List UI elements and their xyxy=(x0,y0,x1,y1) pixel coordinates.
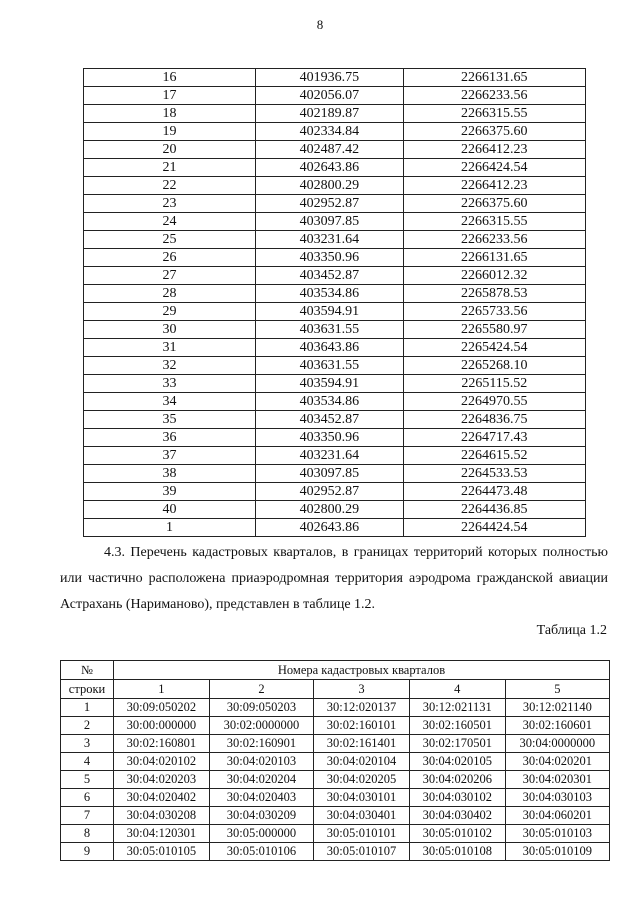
coord-x-cell: 402056.07 xyxy=(256,87,404,105)
coord-x-cell: 403350.96 xyxy=(256,249,404,267)
table-row xyxy=(84,447,586,465)
coord-y-cell: 2264615.52 xyxy=(403,447,585,465)
coord-x-cell: 402189.87 xyxy=(256,105,404,123)
point-number-cell: 40 xyxy=(84,501,256,519)
table-row xyxy=(84,141,586,159)
row-number-cell: 1 xyxy=(61,699,114,717)
point-number-cell: 16 xyxy=(84,69,256,87)
cadastral-number-cell: 30:02:161401 xyxy=(314,735,410,753)
cadastral-number-cell: 30:04:030209 xyxy=(209,807,313,825)
table-row xyxy=(84,105,586,123)
table-row xyxy=(61,735,610,753)
coord-x-cell: 403534.86 xyxy=(256,393,404,411)
row-number-cell: 7 xyxy=(61,807,114,825)
cadastral-number-cell: 30:12:021140 xyxy=(505,699,609,717)
cadastral-number-cell: 30:04:020203 xyxy=(114,771,210,789)
point-number-cell: 1 xyxy=(84,519,256,537)
coord-y-cell: 2265115.52 xyxy=(403,375,585,393)
coord-x-cell: 402334.84 xyxy=(256,123,404,141)
table-row xyxy=(84,159,586,177)
table-row xyxy=(61,789,610,807)
coord-y-cell: 2264473.48 xyxy=(403,483,585,501)
table-row xyxy=(84,303,586,321)
table-row xyxy=(84,285,586,303)
cadastral-number-cell: 30:02:160801 xyxy=(114,735,210,753)
point-number-cell: 21 xyxy=(84,159,256,177)
table-row xyxy=(61,825,610,843)
point-number-cell: 31 xyxy=(84,339,256,357)
column-number-header: 5 xyxy=(505,680,609,699)
coord-y-cell: 2266131.65 xyxy=(403,69,585,87)
coord-x-cell: 403350.96 xyxy=(256,429,404,447)
cadastral-number-cell: 30:12:020137 xyxy=(314,699,410,717)
cadastral-number-cell: 30:09:050202 xyxy=(114,699,210,717)
cadastral-number-cell: 30:04:020206 xyxy=(409,771,505,789)
cadastral-number-cell: 30:04:020204 xyxy=(209,771,313,789)
coord-y-cell: 2266412.23 xyxy=(403,141,585,159)
cadastral-number-cell: 30:04:020201 xyxy=(505,753,609,771)
cadastral-number-cell: 30:04:120301 xyxy=(114,825,210,843)
coord-x-cell: 402643.86 xyxy=(256,519,404,537)
table-row xyxy=(84,357,586,375)
point-number-cell: 17 xyxy=(84,87,256,105)
row-number-cell: 5 xyxy=(61,771,114,789)
coord-y-cell: 2264424.54 xyxy=(403,519,585,537)
coord-x-cell: 402643.86 xyxy=(256,159,404,177)
cadastral-number-cell: 30:04:030102 xyxy=(409,789,505,807)
cadastral-number-cell: 30:04:020205 xyxy=(314,771,410,789)
cadastral-number-cell: 30:12:021131 xyxy=(409,699,505,717)
row-number-cell: 4 xyxy=(61,753,114,771)
page-number: 8 xyxy=(316,17,324,32)
coord-x-cell: 403452.87 xyxy=(256,411,404,429)
coord-x-cell: 403631.55 xyxy=(256,321,404,339)
cadastral-number-cell: 30:05:010103 xyxy=(505,825,609,843)
coord-x-cell: 402952.87 xyxy=(256,483,404,501)
coord-x-cell: 403534.86 xyxy=(256,285,404,303)
cadastral-number-cell: 30:02:160101 xyxy=(314,717,410,735)
row-number-cell: 3 xyxy=(61,735,114,753)
point-number-cell: 18 xyxy=(84,105,256,123)
table-row xyxy=(84,249,586,267)
cadastral-number-cell: 30:04:060201 xyxy=(505,807,609,825)
table-row xyxy=(61,807,610,825)
cadastral-number-cell: 30:05:010102 xyxy=(409,825,505,843)
table-row xyxy=(84,177,586,195)
table-row xyxy=(61,843,610,861)
point-number-cell: 20 xyxy=(84,141,256,159)
point-number-cell: 38 xyxy=(84,465,256,483)
coord-y-cell: 2266315.55 xyxy=(403,105,585,123)
cadastral-number-cell: 30:05:010105 xyxy=(114,843,210,861)
table-row xyxy=(61,771,610,789)
coord-x-cell: 403594.91 xyxy=(256,303,404,321)
cadastral-number-cell: 30:02:160501 xyxy=(409,717,505,735)
header-group: Номера кадастровых кварталов xyxy=(114,661,610,680)
point-number-cell: 19 xyxy=(84,123,256,141)
cadastral-number-cell: 30:05:000000 xyxy=(209,825,313,843)
coord-y-cell: 2265268.10 xyxy=(403,357,585,375)
point-number-cell: 27 xyxy=(84,267,256,285)
coord-y-cell: 2266233.56 xyxy=(403,231,585,249)
coord-x-cell: 403097.85 xyxy=(256,465,404,483)
table-row xyxy=(61,717,610,735)
cadastral-number-cell: 30:04:020102 xyxy=(114,753,210,771)
cadastral-number-cell: 30:05:010107 xyxy=(314,843,410,861)
point-number-cell: 29 xyxy=(84,303,256,321)
column-number-header: 4 xyxy=(409,680,505,699)
table-row xyxy=(84,267,586,285)
table-row xyxy=(84,321,586,339)
table-row xyxy=(84,87,586,105)
point-number-cell: 32 xyxy=(84,357,256,375)
coord-x-cell: 403643.86 xyxy=(256,339,404,357)
point-number-cell: 26 xyxy=(84,249,256,267)
point-number-cell: 24 xyxy=(84,213,256,231)
table-row xyxy=(84,393,586,411)
coord-x-cell: 401936.75 xyxy=(256,69,404,87)
table-row xyxy=(84,483,586,501)
point-number-cell: 33 xyxy=(84,375,256,393)
point-number-cell: 35 xyxy=(84,411,256,429)
cadastral-number-cell: 30:05:010101 xyxy=(314,825,410,843)
point-number-cell: 30 xyxy=(84,321,256,339)
coord-y-cell: 2266375.60 xyxy=(403,123,585,141)
header-row-number: № xyxy=(61,661,114,680)
point-number-cell: 28 xyxy=(84,285,256,303)
table-row xyxy=(61,753,610,771)
cadastral-number-cell: 30:04:020104 xyxy=(314,753,410,771)
cadastral-number-cell: 30:04:020105 xyxy=(409,753,505,771)
coord-x-cell: 403231.64 xyxy=(256,447,404,465)
cadastral-number-cell: 30:02:0000000 xyxy=(209,717,313,735)
cadastral-number-cell: 30:05:010106 xyxy=(209,843,313,861)
table-row xyxy=(84,213,586,231)
coord-y-cell: 2266375.60 xyxy=(403,195,585,213)
coord-y-cell: 2266233.56 xyxy=(403,87,585,105)
column-number-header: 3 xyxy=(314,680,410,699)
coord-y-cell: 2265424.54 xyxy=(403,339,585,357)
coord-x-cell: 403452.87 xyxy=(256,267,404,285)
table-row xyxy=(84,339,586,357)
table-row xyxy=(84,411,586,429)
table-row xyxy=(84,501,586,519)
cadastral-number-cell: 30:04:030103 xyxy=(505,789,609,807)
point-number-cell: 36 xyxy=(84,429,256,447)
cadastral-number-cell: 30:04:030101 xyxy=(314,789,410,807)
coord-y-cell: 2266315.55 xyxy=(403,213,585,231)
coord-x-cell: 403631.55 xyxy=(256,357,404,375)
column-number-header: 1 xyxy=(114,680,210,699)
table-row xyxy=(84,195,586,213)
table-caption: Таблица 1.2 xyxy=(536,623,607,638)
coord-y-cell: 2266012.32 xyxy=(403,267,585,285)
paragraph-4-3: 4.3. Перечень кадастровых кварталов, в границах территорий которых полностью или частично расположена приаэродромная территория аэродрома гражданской авиации Астрахань (Нариманово), представлен в таблице 1.2. xyxy=(60,545,608,612)
cadastral-number-cell: 30:04:020103 xyxy=(209,753,313,771)
table-row xyxy=(84,123,586,141)
point-number-cell: 25 xyxy=(84,231,256,249)
table-row xyxy=(84,429,586,447)
coord-x-cell: 403097.85 xyxy=(256,213,404,231)
coord-x-cell: 402487.42 xyxy=(256,141,404,159)
coord-x-cell: 402952.87 xyxy=(256,195,404,213)
coord-y-cell: 2265733.56 xyxy=(403,303,585,321)
cadastral-number-cell: 30:05:010109 xyxy=(505,843,609,861)
table-row xyxy=(84,231,586,249)
cadastral-number-cell: 30:02:160601 xyxy=(505,717,609,735)
table-row xyxy=(84,465,586,483)
coord-x-cell: 402800.29 xyxy=(256,501,404,519)
table-row xyxy=(84,375,586,393)
coord-y-cell: 2264836.75 xyxy=(403,411,585,429)
coord-y-cell: 2265580.97 xyxy=(403,321,585,339)
cadastral-number-cell: 30:04:020402 xyxy=(114,789,210,807)
point-number-cell: 39 xyxy=(84,483,256,501)
coordinates-table xyxy=(83,68,586,537)
table-row xyxy=(84,519,586,537)
cadastral-number-cell: 30:02:160901 xyxy=(209,735,313,753)
row-number-cell: 2 xyxy=(61,717,114,735)
coord-y-cell: 2264717.43 xyxy=(403,429,585,447)
table-row xyxy=(84,69,586,87)
row-number-cell: 6 xyxy=(61,789,114,807)
cadastral-number-cell: 30:04:030402 xyxy=(409,807,505,825)
cadastral-number-cell: 30:05:010108 xyxy=(409,843,505,861)
coord-y-cell: 2266424.54 xyxy=(403,159,585,177)
coord-y-cell: 2265878.53 xyxy=(403,285,585,303)
cadastral-number-cell: 30:04:030208 xyxy=(114,807,210,825)
table-row xyxy=(61,699,610,717)
coord-x-cell: 403231.64 xyxy=(256,231,404,249)
point-number-cell: 23 xyxy=(84,195,256,213)
coord-y-cell: 2266131.65 xyxy=(403,249,585,267)
coord-y-cell: 2264970.55 xyxy=(403,393,585,411)
coord-y-cell: 2264533.53 xyxy=(403,465,585,483)
point-number-cell: 34 xyxy=(84,393,256,411)
cadastral-number-cell: 30:02:170501 xyxy=(409,735,505,753)
cadastral-number-cell: 30:04:030401 xyxy=(314,807,410,825)
coord-y-cell: 2266412.23 xyxy=(403,177,585,195)
coord-x-cell: 402800.29 xyxy=(256,177,404,195)
point-number-cell: 22 xyxy=(84,177,256,195)
cadastral-number-cell: 30:09:050203 xyxy=(209,699,313,717)
coord-x-cell: 403594.91 xyxy=(256,375,404,393)
cadastral-number-cell: 30:04:020301 xyxy=(505,771,609,789)
header-row-number-label: строки xyxy=(61,680,114,699)
row-number-cell: 9 xyxy=(61,843,114,861)
row-number-cell: 8 xyxy=(61,825,114,843)
cadastral-number-cell: 30:04:020403 xyxy=(209,789,313,807)
column-number-header: 2 xyxy=(209,680,313,699)
cadastral-number-cell: 30:00:000000 xyxy=(114,717,210,735)
cadastral-quarters-table xyxy=(60,660,610,861)
point-number-cell: 37 xyxy=(84,447,256,465)
cadastral-number-cell: 30:04:0000000 xyxy=(505,735,609,753)
coord-y-cell: 2264436.85 xyxy=(403,501,585,519)
